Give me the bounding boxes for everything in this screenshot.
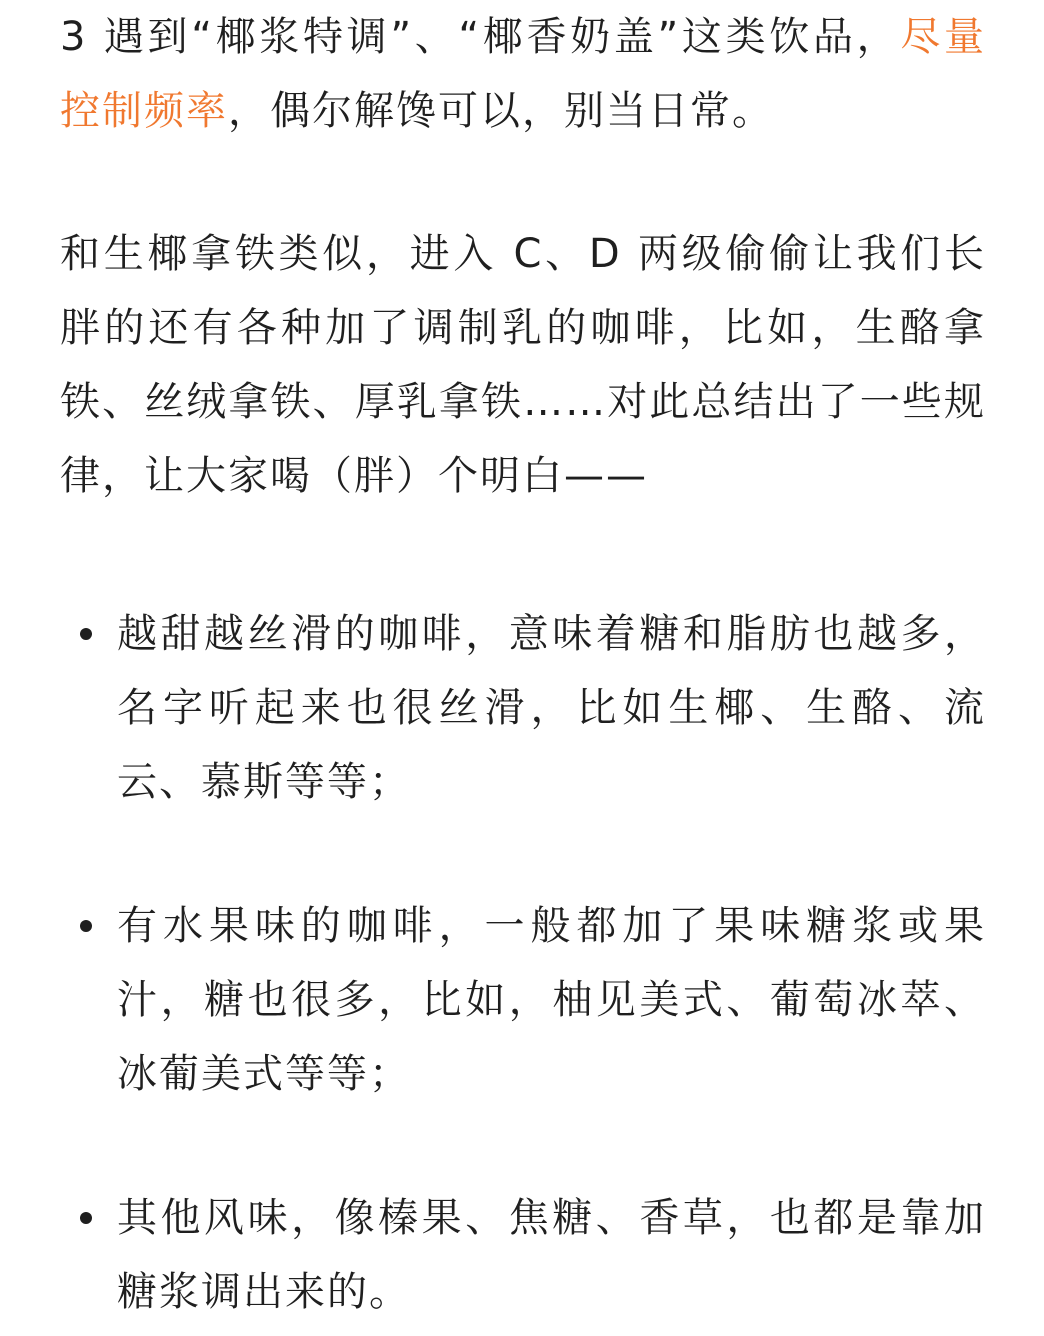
- paragraph-intro: 和生椰拿铁类似，进入 C、D 两级偷偷让我们长胖的还有各种加了调制乳的咖啡，比如，生酪拿铁、丝绒拿铁、厚乳拿铁……对此总结出了一些规律，让大家喝（胖）个明白——: [60, 231, 986, 499]
- bullet-dot-icon: [80, 628, 92, 640]
- tip-text-end: ，偶尔解馋可以，别当日常。: [228, 88, 774, 134]
- list-item-text: 有水果味的咖啡，一般都加了果味糖浆或果汁，糖也很多，比如，柚见美式、葡萄冰萃、冰葡美式等等；: [117, 903, 986, 1097]
- coffee-rules-list: [60, 597, 986, 1329]
- tip-text-start: 3 遇到“椰浆特调”、“椰香奶盖”这类饮品，: [60, 14, 901, 60]
- list-item: [60, 1181, 986, 1329]
- list-item-text: 越甜越丝滑的咖啡，意味着糖和脂肪也越多，名字听起来也很丝滑，比如生椰、生酪、流云、慕斯等等；: [117, 611, 986, 805]
- paragraph-tip-3: [60, 0, 986, 148]
- list-item: [60, 889, 986, 1111]
- bullet-dot-icon: [80, 1212, 92, 1224]
- list-item-text: 其他风味，像榛果、焦糖、香草，也都是靠加糖浆调出来的。: [117, 1195, 986, 1315]
- article-body: [60, 0, 986, 1329]
- bullet-dot-icon: [80, 920, 92, 932]
- highlighted-advice: 尽量控制频率: [60, 14, 987, 134]
- list-item: [60, 597, 986, 819]
